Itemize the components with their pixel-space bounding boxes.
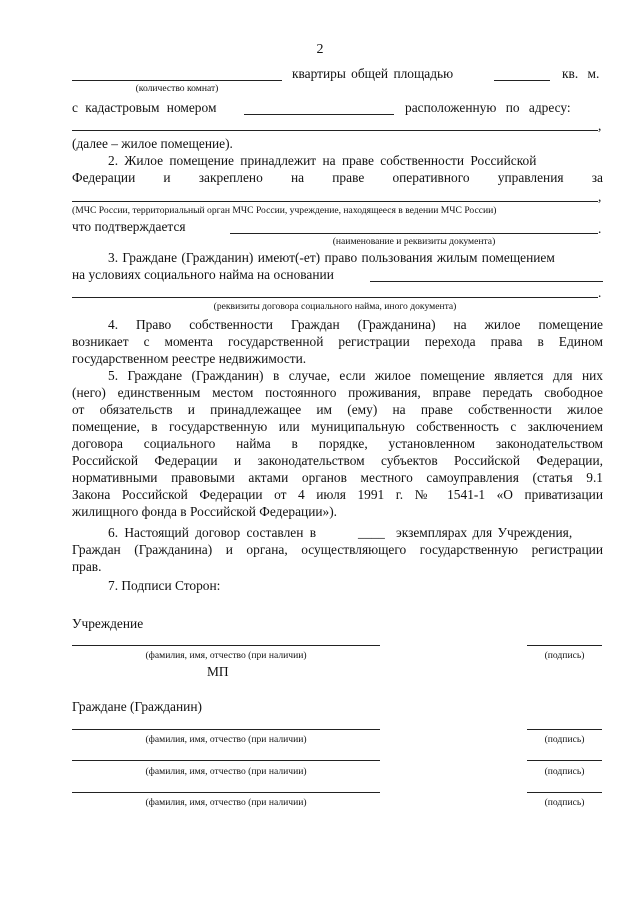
citizen-2-signature-line: [527, 760, 602, 761]
p2-word: на: [290, 170, 305, 185]
institution-fio-line: [72, 645, 380, 646]
p4-line-3: государственном реестре недвижимости.: [72, 351, 307, 366]
p2-word: Федерации: [72, 170, 136, 185]
citizen-1-signature-line: [527, 729, 602, 730]
institution-fio-caption: (фамилия, имя, отчество (при наличии): [145, 650, 307, 661]
cadastral-number-line: [244, 114, 394, 115]
document-dot: .: [598, 221, 602, 236]
p2-word: закреплено: [198, 170, 263, 185]
p3-line-1: 3. Граждане (Гражданин) имеют(-ет) право пользования жилым помещением: [108, 250, 555, 265]
copies-blank: ____: [358, 525, 385, 540]
p6-line-3: прав.: [72, 559, 102, 574]
page-number: 2: [316, 42, 324, 57]
basis-caption: (реквизиты договора социального найма, иного документа): [213, 301, 457, 312]
area-line: [494, 80, 550, 81]
citizen-2-signature-caption: (подпись): [544, 766, 585, 777]
citizen-3-fio-line: [72, 792, 380, 793]
p6-line-1-suffix: экземплярах для Учреждения,: [396, 525, 573, 540]
citizen-1-signature-caption: (подпись): [544, 734, 585, 745]
p2-word: праве: [332, 170, 365, 185]
p2-word: управления: [497, 170, 564, 185]
area-unit: кв. м.: [562, 66, 600, 81]
p2-line-2: [72, 169, 603, 186]
p5-line-1: 5. Граждане (Гражданин) в случае, если жилое помещение является для них: [108, 368, 603, 383]
citizen-2-fio-line: [72, 760, 380, 761]
citizen-1-fio-caption: (фамилия, имя, отчество (при наличии): [145, 734, 307, 745]
p5-line-2: (него) единственным местом постоянного проживания, вправе передать свободное: [72, 385, 603, 400]
cadastral-label: с кадастровым номером: [72, 100, 217, 115]
p5-line-9: жилищного фонда в Российской Федерации»).: [72, 504, 338, 519]
owner-comma: ,: [598, 189, 602, 204]
basis-line: [370, 281, 603, 282]
citizen-2-fio-caption: (фамилия, имя, отчество (при наличии): [145, 766, 307, 777]
citizen-3-fio-caption: (фамилия, имя, отчество (при наличии): [145, 797, 307, 808]
citizen-3-signature-caption: (подпись): [544, 797, 585, 808]
dwelling-definition: (далее – жилое помещение).: [72, 136, 233, 151]
rooms-count-line: [72, 80, 282, 81]
p5-line-3: от обязательств и принадлежащее им (ему) на праве собственности жилое: [72, 402, 603, 417]
p5-line-5: договора социального найма в порядке, установленном законодательством: [72, 436, 603, 451]
address-comma: ,: [598, 118, 602, 133]
owner-caption: (МЧС России, территориальный орган МЧС России, учреждение, находящееся в ведении МЧС России): [72, 205, 497, 216]
p4-line-1: 4. Право собственности Граждан (Гражданина) на жилое помещение: [108, 317, 603, 332]
p5-line-6: Российской Федерации и законодательством субъектов Российской Федерации,: [72, 453, 603, 468]
apartment-area-label: квартиры общей площадью: [292, 66, 454, 81]
p2-word: оперативного: [392, 170, 470, 185]
p5-line-7: нормативными правовыми актами органов местного самоуправления (статья 9.1: [72, 470, 603, 485]
p7-heading: 7. Подписи Сторон:: [108, 578, 221, 593]
p3-line-2: на условиях социального найма на основании: [72, 267, 334, 282]
institution-label: Учреждение: [72, 616, 144, 631]
citizens-label: Граждане (Гражданин): [72, 699, 202, 714]
document-caption: (наименование и реквизиты документа): [332, 236, 496, 247]
p5-line-8: Закона Российской Федерации от 4 июля 1991 г. № 1541-1 «О приватизации: [72, 487, 603, 502]
institution-signature-line: [527, 645, 602, 646]
institution-signature-caption: (подпись): [544, 650, 585, 661]
p2-word: за: [591, 170, 603, 185]
p5-line-4: помещение, в государственную или муниципальную собственность с заключением: [72, 419, 603, 434]
address-line: [72, 130, 598, 131]
citizen-3-signature-line: [527, 792, 602, 793]
p4-line-2: возникает с момента государственной регистрации перехода права в Едином: [72, 334, 603, 349]
stamp-label: МП: [207, 664, 229, 679]
rooms-caption: (количество комнат): [135, 83, 219, 94]
document-line: [230, 233, 598, 234]
confirmed-label: что подтверждается: [72, 219, 186, 234]
p6-line-1-prefix: 6. Настоящий договор составлен в: [108, 525, 317, 540]
basis-dot: .: [598, 285, 602, 300]
owner-line: [72, 201, 598, 202]
p2-word: и: [163, 170, 171, 185]
citizen-1-fio-line: [72, 729, 380, 730]
address-label: расположенную по адресу:: [405, 100, 571, 115]
p6-line-2: Граждан (Гражданина) и органа, осуществляющего государственную регистрации: [72, 542, 603, 557]
p2-line-1: 2. Жилое помещение принадлежит на праве собственности Российской: [108, 153, 537, 168]
basis-line-2: [72, 297, 598, 298]
